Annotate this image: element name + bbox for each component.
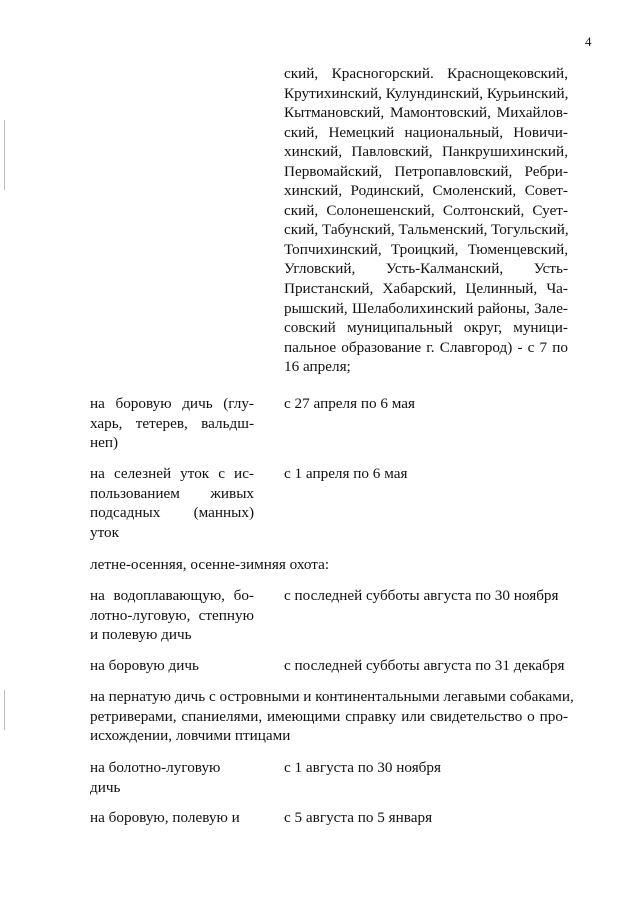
text-line: ретриверами, спаниелями, имеющими справку или свидетельство о про- xyxy=(90,707,568,725)
season-dates: с последней субботы августа по 30 ноября xyxy=(284,587,559,604)
paragraph xyxy=(90,687,574,746)
text-line: хинский, Родинский, Смоленский, Совет- xyxy=(284,182,568,200)
page-number: 4 xyxy=(585,34,592,49)
text-line: ский, Солонешенский, Солтонский, Сует- xyxy=(284,201,568,219)
text-line: Кытмановский, Мамонтовский, Михайлов- xyxy=(284,104,568,122)
text-line: Угловский, Усть-Калманский, Усть- xyxy=(284,260,568,278)
text-line: на боровую дичь xyxy=(90,657,199,674)
text-line: дичь xyxy=(90,778,121,796)
game-category xyxy=(90,464,254,542)
text-line: подсадных (манных) xyxy=(90,504,254,522)
text-line: на селезней уток с ис- xyxy=(90,465,254,482)
game-category xyxy=(90,656,254,676)
text-line: на пернатую дичь с островными и континентальными легавыми собаками, xyxy=(90,688,574,705)
scan-edge-mark xyxy=(4,120,5,190)
text-line: Крутихинский, Кулундинский, Курьинский, xyxy=(284,84,569,102)
text-line: неп) xyxy=(90,434,119,452)
text-line: Пристанский, Хабарский, Целинный, Ча- xyxy=(284,280,568,298)
season-dates: с 1 августа по 30 ноября xyxy=(284,759,441,776)
text-line: хинский, Павловский, Панкрушихинский, xyxy=(284,143,568,161)
season-dates: с последней субботы августа по 31 декабря xyxy=(284,657,565,674)
text-line: ский, Табунский, Тальменский, Тогульский, xyxy=(284,221,569,239)
text-line: ский, Красногорский. Краснощековский, xyxy=(284,65,568,82)
text-line: на болотно-луговую xyxy=(90,759,221,776)
season-dates: с 1 апреля по 6 мая xyxy=(284,465,408,482)
season-dates: с 27 апреля по 6 мая xyxy=(284,395,416,412)
text-line: на боровую дичь (глу- xyxy=(90,395,254,412)
text-line: исхождении, ловчими птицами xyxy=(90,727,291,745)
game-category xyxy=(90,394,254,453)
text-line: уток xyxy=(90,523,120,541)
text-line: Топчихинский, Троицкий, Тюменцевский, xyxy=(284,240,568,258)
text-line: рышский, Шелаболихинский районы, Зале- xyxy=(284,299,568,317)
text-line: Первомайский, Петропавловский, Ребри- xyxy=(284,162,568,180)
district-list-continuation xyxy=(284,64,568,377)
game-category xyxy=(90,758,254,797)
text-line: на водоплавающую, бо- xyxy=(90,587,254,604)
season-dates: с 5 августа по 5 января xyxy=(284,809,433,826)
scan-edge-mark xyxy=(4,690,5,730)
text-line: лотно-луговую, степную xyxy=(90,606,254,624)
text-line: и полевую дичь xyxy=(90,626,192,644)
game-category xyxy=(90,586,254,645)
text-line: пальное образование г. Славгород) - с 7 по xyxy=(284,338,568,356)
text-line: харь, тетерев, вальдш- xyxy=(90,414,254,432)
text-line: на боровую, полевую и xyxy=(90,809,240,826)
text-line: ский, Немецкий национальный, Новичи- xyxy=(284,123,568,141)
text-line: совский муниципальный округ, муници- xyxy=(284,319,568,337)
text-line: 16 апреля; xyxy=(284,358,351,376)
text-line: пользованием живых xyxy=(90,484,254,502)
section-heading: летне-осенняя, осенне-зимняя охота: xyxy=(90,556,330,573)
game-category xyxy=(90,808,254,828)
